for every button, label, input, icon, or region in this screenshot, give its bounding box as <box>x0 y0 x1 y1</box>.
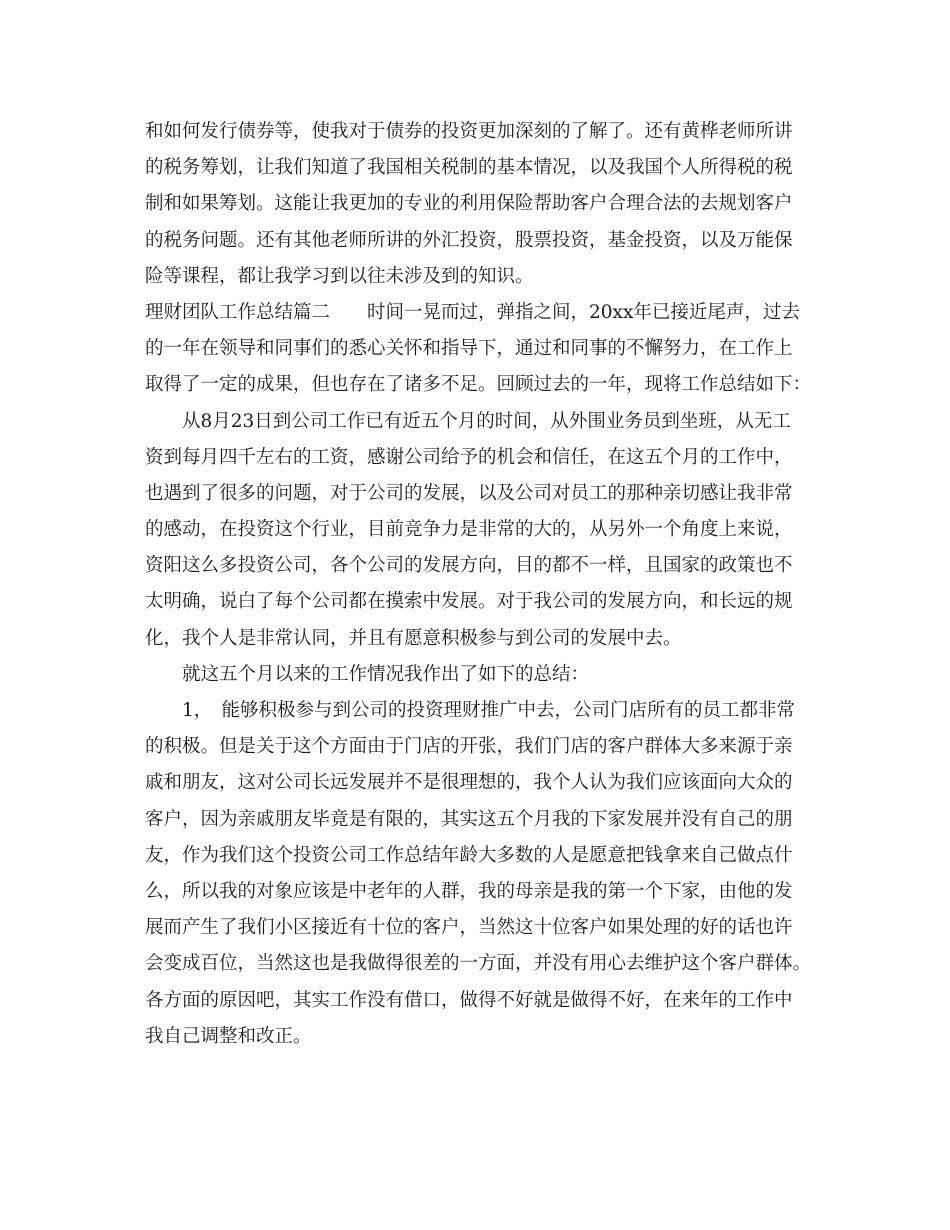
text-line: 的税务筹划，让我们知道了我国相关税制的基本情况，以及我国个人所得税的税 <box>145 157 793 179</box>
text-line: 的一年在领导和同事们的悉心关怀和指导下，通过和同事的不懈努力，在工作上 <box>145 338 793 360</box>
text-line: 么，所以我的对象应该是中老年的人群，我的母亲是我的第一个下家，由他的发 <box>145 880 793 902</box>
section-heading-line: 理财团队工作总结篇二 时间一晃而过，弹指之间，20xx年已接近尾声，过去 <box>145 301 800 323</box>
paragraph-start-line: 从8月23日到公司工作已有近五个月的时间，从外围业务员到坐班，从无工 <box>182 410 791 432</box>
document-body <box>145 114 810 1055</box>
text-line: 险等课程，都让我学习到以往未涉及到的知识。 <box>145 265 534 287</box>
text-line: 会变成百位，当然这也是我做得很差的一方面，并没有用心去维护这个客户群体。 <box>145 953 812 975</box>
text-line: 太明确，说白了每个公司都在摸索中发展。对于我公司的发展方向，和长远的规 <box>145 591 793 613</box>
text-line: 化，我个人是非常认同，并且有愿意积极参与到公司的发展中去。 <box>145 627 682 649</box>
text-line: 各方面的原因吧，其实工作没有借口，做得不好就是做得不好，在来年的工作中 <box>145 989 793 1011</box>
text-line: 资阳这么多投资公司，各个公司的发展方向，目的都不一样，且国家的政策也不 <box>145 555 793 577</box>
text-line: 资到每月四千左右的工资，感谢公司给予的机会和信任，在这五个月的工作中， <box>145 446 793 468</box>
text-line: 戚和朋友，这对公司长远发展并不是很理想的，我个人认为我们应该面向大众的 <box>145 772 793 794</box>
text-line: 取得了一定的成果，但也存在了诸多不足。回顾过去的一年，现将工作总结如下： <box>145 374 812 396</box>
text-line: 的税务问题。还有其他老师所讲的外汇投资，股票投资，基金投资，以及万能保 <box>145 229 793 251</box>
text-line: 和如何发行债券等，使我对于债券的投资更加深刻的了解了。还有黄桦老师所讲 <box>145 121 793 142</box>
text-line: 制和如果筹划。这能让我更加的专业的利用保险帮助客户合理合法的去规划客户 <box>145 193 793 215</box>
text-line: 友，作为我们这个投资公司工作总结年龄大多数的人是愿意把钱拿来自己做点什 <box>145 844 793 866</box>
text-line: 的积极。但是关于这个方面由于门店的开张，我们门店的客户群体大多来源于亲 <box>145 736 793 758</box>
text-line: 客户，因为亲戚朋友毕竟是有限的，其实这五个月我的下家发展并没有自己的朋 <box>145 808 793 830</box>
paragraph-start-line: 就这五个月以来的工作情况我作出了如下的总结： <box>182 663 590 685</box>
text-line: 我自己调整和改正。 <box>145 1025 312 1047</box>
text-line: 的感动，在投资这个行业，目前竞争力是非常的大的，从另外一个角度上来说， <box>145 519 793 541</box>
list-item-line: 1， 能够积极参与到公司的投资理财推广中去，公司门店所有的员工都非常 <box>182 700 796 721</box>
text-line: 也遇到了很多的问题，对于公司的发展，以及公司对员工的那种亲切感让我非常 <box>145 482 793 504</box>
text-line: 展而产生了我们小区接近有十位的客户，当然这十位客户如果处理的好的话也许 <box>145 917 793 939</box>
